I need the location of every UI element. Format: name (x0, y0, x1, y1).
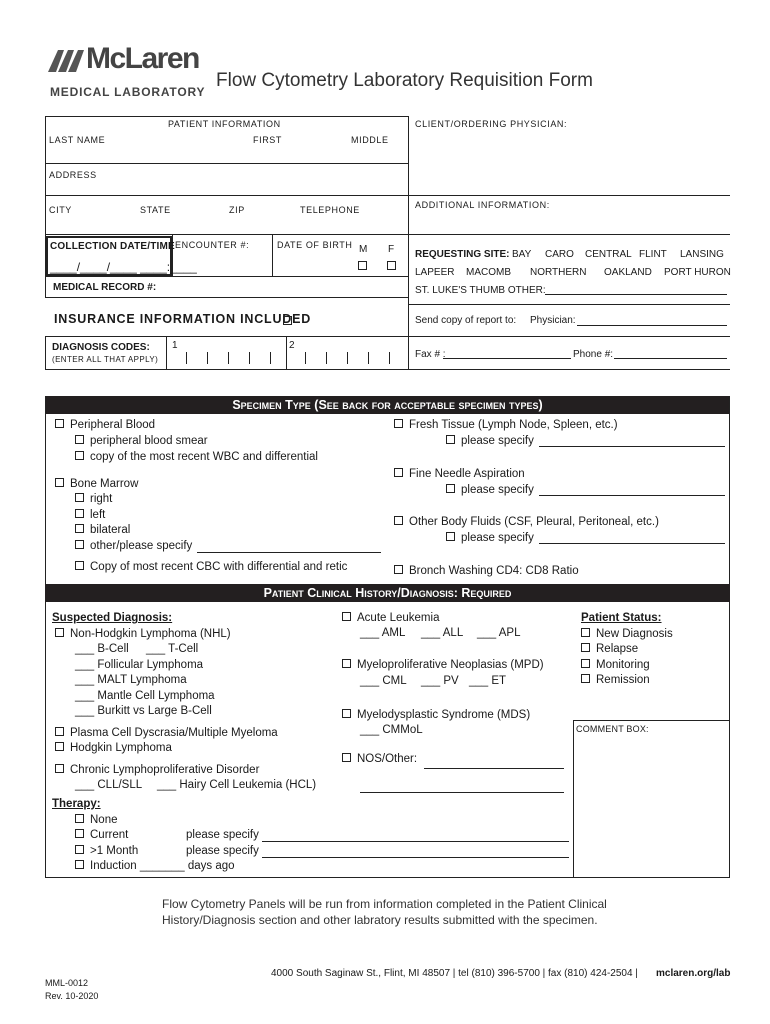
blood-smear-label: peripheral blood smear (90, 435, 208, 447)
mpd-option[interactable] (342, 659, 544, 671)
requesting-site-label: REQUESTING SITE: (415, 249, 510, 260)
hcl-option[interactable]: ___ Hairy Cell Leukemia (HCL) (157, 779, 317, 791)
wbc-label: copy of the most recent WBC and differential (90, 451, 318, 463)
site-other-field[interactable] (545, 294, 727, 295)
zip-label: ZIP (229, 205, 245, 215)
nos-label: NOS/Other: (357, 753, 418, 765)
insurance-checkbox[interactable] (283, 313, 298, 331)
therapy-current-specify-label: please specify (186, 829, 259, 841)
comment-box-label: COMMENT BOX: (576, 724, 649, 734)
therapy-month-label: >1 Month (90, 845, 139, 857)
monitoring-option[interactable] (581, 659, 650, 671)
therapy-current-option[interactable] (75, 829, 128, 841)
form-revision: Rev. 10-2020 (45, 991, 99, 1001)
blood-smear-option[interactable] (75, 435, 208, 447)
plasma-cell-option[interactable] (55, 727, 278, 739)
form-id: MML-0012 (45, 978, 89, 988)
comment-box[interactable] (573, 720, 730, 878)
bone-marrow-label: Bone Marrow (70, 478, 139, 490)
body-fluids-option[interactable] (394, 516, 659, 528)
cmmol-option[interactable]: ___ CMMoL (360, 724, 423, 736)
client-physician-label: CLIENT/ORDERING PHYSICIAN: (415, 119, 568, 129)
fresh-tissue-specify-option[interactable] (446, 435, 534, 447)
last-name-label: LAST NAME (49, 135, 106, 145)
cbc-label: Copy of most recent CBC with differential and retic (90, 561, 348, 573)
patient-status-label: Patient Status: (581, 612, 662, 624)
bronch-option[interactable] (394, 565, 579, 577)
monitoring-label: Monitoring (596, 659, 650, 671)
mds-label: Myelodysplastic Syndrome (MDS) (357, 709, 531, 721)
burkitt-option[interactable]: ___ Burkitt vs Large B-Cell (75, 705, 212, 717)
dob-label: DATE OF BIRTH (277, 240, 353, 250)
suspected-diagnosis-heading (52, 612, 172, 624)
therapy-heading (52, 798, 101, 810)
cld-option[interactable] (55, 764, 259, 776)
all-option[interactable]: ___ ALL (421, 627, 464, 639)
therapy-current-specify-field[interactable] (262, 841, 569, 842)
collection-date-label: COLLECTION DATE/TIME (50, 241, 175, 252)
therapy-induction-label: Induction _______ days ago (90, 860, 235, 872)
footer-note-line-2: History/Diagnosis section and other labratory results submitted with the specimen. (162, 913, 598, 927)
therapy-induction-option[interactable] (75, 860, 235, 872)
site-lansing[interactable]: LANSING (680, 249, 724, 260)
tcell-option[interactable]: ___ T-Cell (146, 643, 199, 655)
acute-leukemia-option[interactable] (342, 612, 439, 624)
site-central[interactable]: CENTRAL (585, 249, 632, 260)
pv-option[interactable]: ___ PV (421, 675, 459, 687)
mrn-label: MEDICAL RECORD #: (53, 282, 157, 293)
cll-option[interactable]: ___ CLL/SLL (75, 779, 143, 791)
physician-copy-field[interactable] (577, 325, 727, 326)
diagnosis-codes-label: DIAGNOSIS CODES: (52, 342, 150, 353)
sex-f-checkbox[interactable] (387, 258, 402, 276)
mpd-label: Myeloproliferative Neoplasias (MPD) (357, 659, 544, 671)
remission-option[interactable] (581, 674, 650, 686)
fna-label: Fine Needle Aspiration (409, 468, 525, 480)
site-northern[interactable]: NORTHERN (530, 267, 587, 278)
site-port-huron[interactable]: PORT HURON (664, 267, 731, 278)
encounter-label: ENCOUNTER #: (175, 240, 250, 250)
fax-label: Fax # : (415, 349, 446, 360)
fresh-tissue-specify-field[interactable] (539, 446, 725, 447)
fax-field[interactable] (443, 358, 571, 359)
marrow-other-field[interactable] (197, 552, 381, 553)
site-macomb[interactable]: MACOMB (466, 267, 511, 278)
sex-f-label: F (388, 244, 395, 255)
body-fluids-label: Other Body Fluids (CSF, Pleural, Peritoneal, etc.) (409, 516, 659, 528)
mds-option[interactable] (342, 709, 530, 721)
therapy-month-specify-field[interactable] (262, 857, 569, 858)
wbc-option[interactable] (75, 451, 318, 463)
fna-specify-field[interactable] (539, 495, 725, 496)
fresh-tissue-specify-label: please specify (461, 435, 534, 447)
fna-specify-label: please specify (461, 484, 534, 496)
cbc-option[interactable] (75, 561, 347, 573)
therapy-month-option[interactable] (75, 845, 138, 857)
therapy-none-label: None (90, 814, 118, 826)
diagnosis-code-2-label: 2 (289, 340, 295, 351)
nos-field[interactable] (424, 768, 564, 769)
footer-address: 4000 South Saginaw St., Flint, MI 48507 | tel (810) 396-5700 | fax (810) 424-2504 | (271, 968, 638, 979)
middle-name-label: MIDDLE (351, 135, 389, 145)
site-bay[interactable]: BAY (512, 249, 532, 260)
fresh-tissue-label: Fresh Tissue (Lymph Node, Spleen, etc.) (409, 419, 618, 431)
plasma-cell-label: Plasma Cell Dyscrasia/Multiple Myeloma (70, 727, 278, 739)
acute-leukemia-label: Acute Leukemia (357, 612, 440, 624)
sex-m-label: M (359, 244, 368, 255)
mclaren-logo-icon (46, 46, 86, 74)
bone-marrow-option[interactable] (55, 478, 138, 490)
marrow-other-label: other/please specify (90, 540, 193, 552)
bcell-option[interactable]: ___ B-Cell (75, 643, 129, 655)
peripheral-blood-option[interactable] (55, 419, 155, 431)
fna-specify-option[interactable] (446, 484, 534, 496)
city-label: CITY (49, 205, 72, 215)
marrow-other-option[interactable] (75, 540, 192, 552)
phone-field[interactable] (614, 358, 727, 359)
fna-option[interactable] (394, 468, 525, 480)
remission-label: Remission (596, 674, 650, 686)
site-caro[interactable]: CARO (545, 249, 574, 260)
form-title: Flow Cytometry Laboratory Requisition Form (216, 70, 593, 91)
site-oakland[interactable]: OAKLAND (604, 267, 652, 278)
apl-option[interactable]: ___ APL (477, 627, 521, 639)
marrow-right-label: right (90, 493, 113, 505)
fresh-tissue-option[interactable] (394, 419, 618, 431)
phone-label: Phone #: (573, 349, 614, 360)
marrow-bilateral-option[interactable] (75, 524, 130, 536)
relapse-option[interactable] (581, 643, 638, 655)
patient-info-label: PATIENT INFORMATION (168, 119, 281, 129)
marrow-bilateral-label: bilateral (90, 524, 131, 536)
additional-info-label: ADDITIONAL INFORMATION: (415, 200, 550, 210)
malt-option[interactable]: ___ MALT Lymphoma (75, 674, 187, 686)
clinical-history-banner: Patient Clinical History/Diagnosis: Required (45, 584, 730, 602)
physician-copy-label: Physician: (530, 315, 576, 326)
marrow-left-option[interactable] (75, 509, 105, 521)
mantle-option[interactable]: ___ Mantle Cell Lymphoma (75, 690, 215, 702)
cml-option[interactable]: ___ CML (360, 675, 407, 687)
logo-subtitle: MEDICAL LABORATORY (50, 85, 206, 99)
insurance-label: INSURANCE INFORMATION INCLUDED (54, 312, 312, 326)
therapy-current-label: Current (90, 829, 129, 841)
patient-status-heading (581, 612, 662, 624)
follicular-option[interactable]: ___ Follicular Lymphoma (75, 659, 204, 671)
diagnosis-code-1-label: 1 (172, 340, 178, 351)
fluids-specify-option[interactable] (446, 532, 534, 544)
marrow-right-option[interactable] (75, 493, 112, 505)
therapy-month-specify-label: please specify (186, 845, 259, 857)
therapy-label: Therapy: (52, 798, 101, 810)
et-option[interactable]: ___ ET (469, 675, 507, 687)
footer-website[interactable]: mclaren.org/lab (656, 968, 731, 979)
site-lapeer[interactable]: LAPEER (415, 267, 455, 278)
diagnosis-codes-hint: (ENTER ALL THAT APPLY) (52, 355, 159, 364)
site-other-row[interactable]: ST. LUKE'S THUMB OTHER: (415, 285, 546, 296)
specimen-type-banner: Specimen Type (See back for acceptable specimen types) (45, 396, 730, 414)
address-label: ADDRESS (49, 170, 97, 180)
hodgkin-option[interactable] (55, 742, 172, 754)
fluids-specify-label: please specify (461, 532, 534, 544)
nhl-option[interactable] (55, 628, 231, 640)
new-diagnosis-option[interactable] (581, 628, 673, 640)
send-copy-label: Send copy of report to: (415, 315, 517, 326)
relapse-label: Relapse (596, 643, 639, 655)
nos-field-2[interactable] (360, 792, 564, 793)
first-name-label: FIRST (253, 135, 282, 145)
hodgkin-label: Hodgkin Lymphoma (70, 742, 172, 754)
state-label: STATE (140, 205, 171, 215)
site-flint[interactable]: FLINT (639, 249, 667, 260)
footer-note-line-1: Flow Cytometry Panels will be run from information completed in the Patient Clinical (162, 897, 607, 911)
collection-date-field[interactable]: ____/____/____ ____:____ (50, 260, 197, 274)
logo-name: McLaren (86, 42, 199, 75)
aml-option[interactable]: ___ AML (360, 627, 406, 639)
suspected-diagnosis-label: Suspected Diagnosis: (52, 612, 173, 624)
cld-label: Chronic Lymphoproliferative Disorder (70, 764, 260, 776)
therapy-none-option[interactable] (75, 814, 118, 826)
nhl-label: Non-Hodgkin Lymphoma (NHL) (70, 628, 231, 640)
sex-m-checkbox[interactable] (358, 258, 373, 276)
fluids-specify-field[interactable] (539, 543, 725, 544)
peripheral-blood-label: Peripheral Blood (70, 419, 156, 431)
marrow-left-label: left (90, 509, 106, 521)
new-diagnosis-label: New Diagnosis (596, 628, 673, 640)
telephone-label: TELEPHONE (300, 205, 360, 215)
nos-option[interactable] (342, 753, 417, 765)
bronch-label: Bronch Washing CD4: CD8 Ratio (409, 565, 579, 577)
